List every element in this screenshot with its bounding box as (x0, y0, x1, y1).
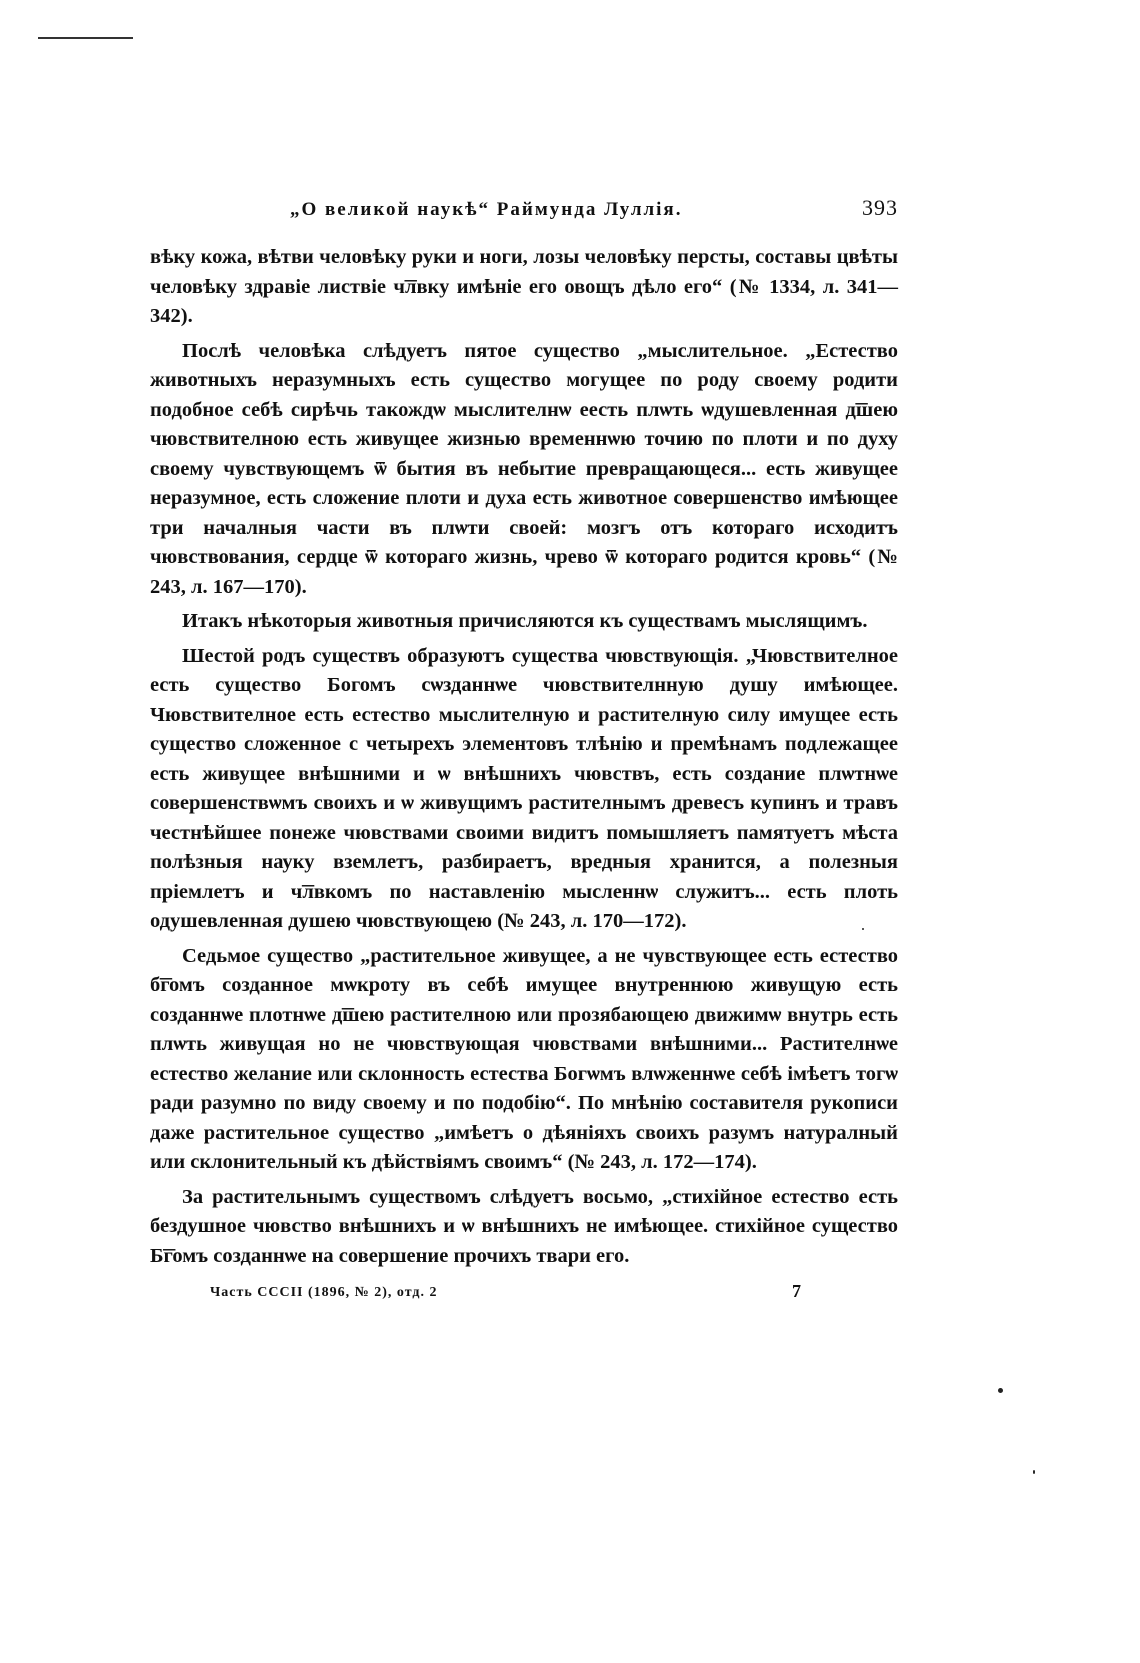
body-text (150, 243, 898, 1271)
footer-signature: Часть CCCII (1896, № 2), отд. 2 (210, 1285, 438, 1300)
scan-speck (1033, 1470, 1035, 1474)
paragraph: За растительнымъ существомъ слѣдуетъ восьмо, „стихійное естество есть бездушное чювство внѣшнихъ и ѡ внѣшнихъ не имѣющее. стихійное существо Б͞гомъ созданнѡе на совершение прочихъ твари его. (150, 1185, 898, 1267)
paragraph: Итакъ нѣкоторыя животныя причисляются къ существамъ мыслящимъ. (182, 610, 868, 632)
paragraph: вѣку кожа, вѣтви человѣку руки и ноги, лозы человѣку персты, составы цвѣты человѣку здравіе листвіе ч͞лвку имѣніе его овощъ дѣло его“ (№ 1334, л. 341—342). (150, 246, 898, 327)
paragraph: Послѣ человѣка слѣдуетъ пятое существо „мыслительное. „Естество животныхъ неразумныхъ есть существо могущее по роду своему родити подобное себѣ сирѣчь такождѡ мыслителнѡ еесть плѡть ѡдушевленная д͞шею чювствителною есть живущее жизнью временнѡю точию по плоти и по духу своему чувствующемъ ѿ бытия въ небытие превращающеся... есть живущее неразумное, есть сложение плоти и духа есть животное совершенство имѣющее три началныя части въ плѡти своей: мозгъ отъ котораго исходитъ чювствования, сердце ѿ котораго жизнь, чрево ѿ котораго родится кровь“ (№ 243, л. 167—170). (150, 339, 898, 598)
running-title: „О великой наукѣ“ Раймунда Луллія. (290, 199, 683, 220)
scan-speck (998, 1388, 1003, 1393)
scan-edge-mark (38, 37, 133, 39)
book-page (150, 195, 898, 1307)
page-footer (150, 1281, 898, 1307)
page-number: 393 (862, 195, 898, 220)
running-head (150, 195, 898, 235)
paragraph: Шестой родъ существъ образуютъ существа чювствующія. „Чювствителное есть существо Богомъ сѡзданнѡе чювствителнную душу имѣющее. Чювствителное есть естество мыслителную и растителную силу имущее есть существо сложенное с четырехъ элементовъ тлѣнію и премѣнамъ подлежащее есть живущее внѣшними и ѡ внѣшнихъ чювствъ, есть создание плѡтнѡе совершенствѡмъ своихъ и ѡ живущимъ растителнымъ древесъ купинъ и травъ честнѣйшее понеже чювствами своими видитъ помышляетъ памятуетъ мѣста полѣзныя науку вземлетъ, разбираетъ, вредныя хранится, а полезныя пріемлетъ и ч͞лвкомъ по наставленію мысленнѡ служитъ... есть плоть одушевленная душею чювствующею (№ 243, л. 170—172). (150, 644, 898, 932)
paragraph: Седьмое существо „растительное живущее, а не чувствующее есть естество б͞гомъ созданное мѡкроту въ себѣ имущее внутреннюю живущую есть созданнѡе плотнѡе д͞шею растителною или прозябающею движимѡ внутрь есть плѡть живущая но не чювствующая чювствами внѣшними... Растителнѡе естество желание или склонность естества Богѡмъ влѡженнѡе себѣ імѣетъ тогѡ ради разумно по виду своему и по подобію“. По мнѣнію составителя рукописи даже растительное существо „имѣетъ о дѣяніяхъ своихъ разумъ натуралный или склонительный къ дѣйствіямъ своимъ“ (№ 243, л. 172—174). (150, 944, 898, 1173)
footer-sheet-number: 7 (792, 1281, 801, 1301)
